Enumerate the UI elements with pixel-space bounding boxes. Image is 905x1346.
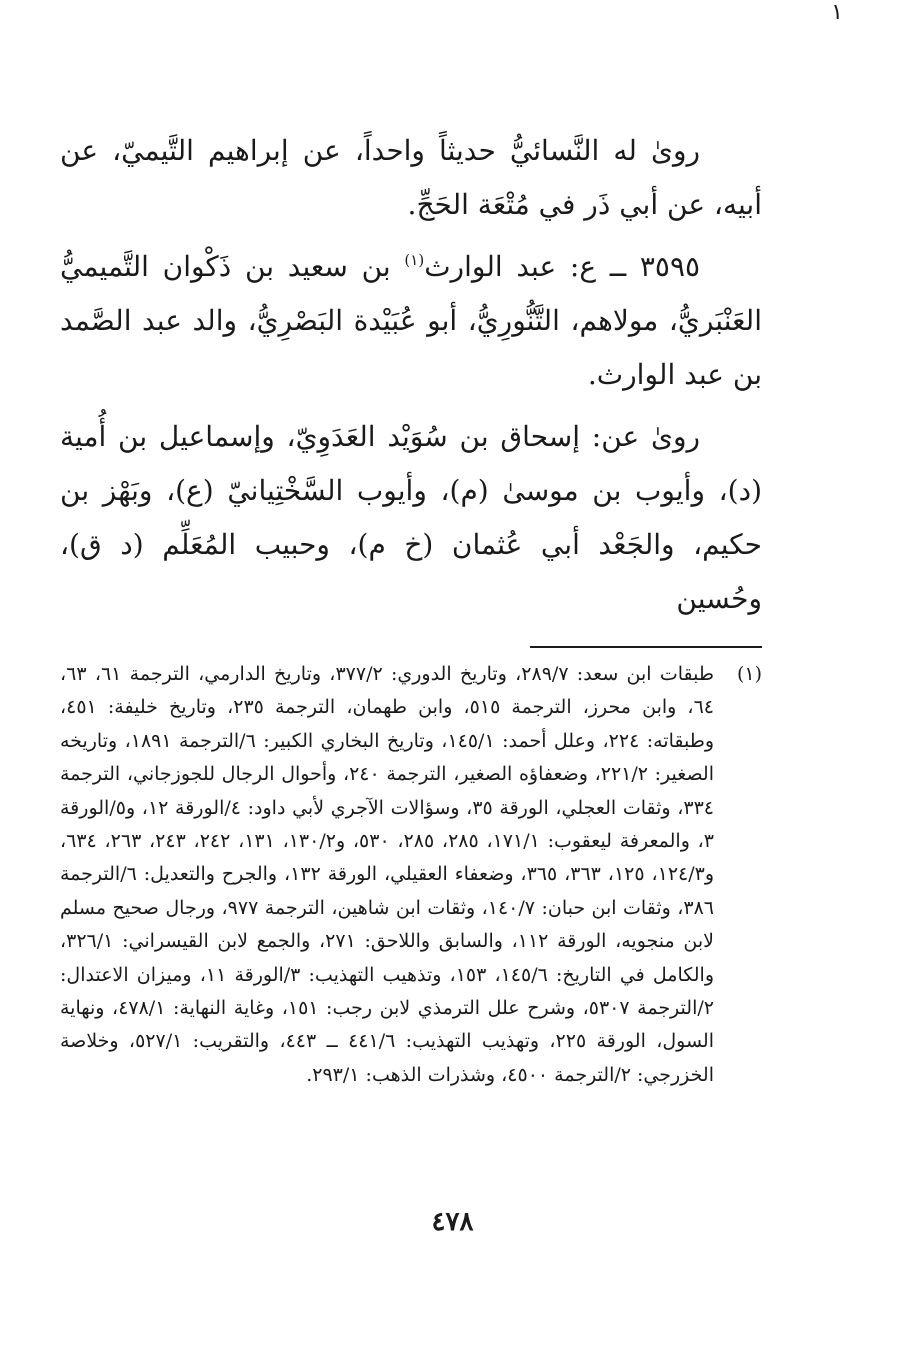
entry-body-text: بن سعيد بن ذَكْوان التَّميميُّ العَنْبَريُّ، مولاهم، التَّنُّورِيُّ، أبو عُبَيْدة البَصْرِيُّ، والد عبد الصَّمد بن عبد الوارث.	[60, 250, 762, 391]
footnote-divider	[530, 646, 762, 648]
footnote-reference: (١)	[404, 251, 425, 269]
paragraph-entry-3595	[60, 240, 762, 402]
footnote-text: طبقات ابن سعد: ٢٨٩/٧، وتاريخ الدوري: ٣٧٧/٢، وتاريخ الدارمي، الترجمة ٦١، ٦٣، ٦٤، وابن محرز، الترجمة ٥١٥، وابن طهمان، الترجمة ٢٣٥، وتاريخ خليفة: ٤٥١، وطبقاته: ٢٢٤، وعلل أحمد: ١٤٥/١، وتاريخ البخاري الكبير: ٦/الترجمة ١٨٩١، وتاريخه الصغير: ٢٢١/٢، وضعفاؤه الصغير، الترجمة ٢٤٠، وأحوال الرجال للجوزجاني، الترجمة ٣٣٤، وثقات العجلي، الورقة ٣٥، وسؤالات الآجري لأبي داود: ٤/الورقة ١٢، و٥/الورقة ٣، والمعرفة ليعقوب: ١٧١/١، ٢٨٥، ٢٨٥، ٥٣٠، و١٣٠/٢، ١٣١، ٢٤٢، ٢٤٣، ٢٦٣، ٦٣٤، و١٢٤/٣، ١٢٥، ٣٦٣، ٣٦٥، وضعفاء العقيلي، الورقة ١٣٢، والجرح والتعديل: ٦/الترجمة ٣٨٦، وثقات ابن حبان: ١٤٠/٧، وثقات ابن شاهين، الترجمة ٩٧٧، ورجال صحيح مسلم لابن منجويه، الورقة ١١٢، والسابق واللاحق: ٢٧١، والجمع لابن القيسراني: ٣٢٦/١، والكامل في التاريخ: ١٤٥/٦، ١٥٣، وتذهيب التهذيب: ٣/الورقة ١١، وميزان الاعتدال: ٢/الترجمة ٥٣٠٧، وشرح علل الترمذي لابن رجب: ١٥١، وغاية النهاية: ٤٧٨/١، ونهاية السول، الورقة ٢٢٥، وتهذيب التهذيب: ٤٤١/٦ ــ ٤٤٣، والتقريب: ٥٢٧/١، وخلاصة الخزرجي: ٢/الترجمة ٤٥٠٠، وشذرات الذهب: ٢٩٣/١.	[60, 663, 715, 1086]
page-content	[60, 124, 762, 1092]
footnote-number: (١)	[736, 663, 762, 685]
corner-mark: ١	[831, 0, 843, 25]
paragraph-narrated-from: رویٰ عن: إسحاق بن سُوَيْد العَدَوِيّ، وإسماعيل بن أُمية (د)، وأيوب بن موسىٰ (م)، وأيوب السَّخْتِيانيّ (ع)، وبَهْز بن حكيم، والجَعْد أبي عُثمان (خ م)، وحبيب المُعَلِّم (د ق)، وحُسين	[60, 420, 762, 615]
page-number: ٤٧٨	[431, 1207, 474, 1237]
entry-heading-text: ٣٥٩٥ ــ ع: عبد الوارث	[424, 250, 701, 283]
main-text	[60, 124, 762, 626]
footnote	[60, 658, 762, 1092]
paragraph-narration-nasai: رویٰ له النَّسائيُّ حديثاً واحداً، عن إبراهيم التَّيميّ، عن أبيه، عن أبي ذَر في مُتْعَة الحَجِّ.	[60, 134, 762, 221]
